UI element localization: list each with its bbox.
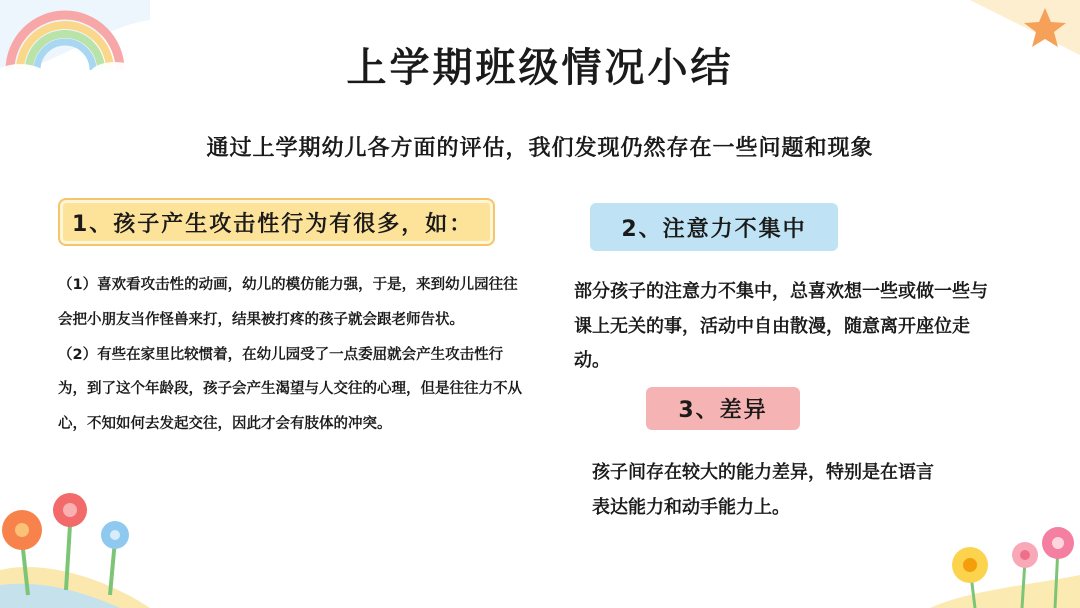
page-title: 上学期班级情况小结 [346, 45, 734, 91]
section-2-body: 部分孩子的注意力不集中，总喜欢想一些或做一些与课上无关的事，活动中自由散漫，随意离开座位走动。 [574, 281, 988, 371]
flowers-left-icon [0, 480, 150, 608]
section-2-heading: 2、注意力不集中 [590, 203, 838, 251]
page-subtitle: 通过上学期幼儿各方面的评估，我们发现仍然存在一些问题和现象 [206, 136, 874, 161]
section-3-heading: 3、差异 [646, 387, 800, 430]
section-3-body: 孩子间存在较大的能力差异，特别是在语言表达能力和动手能力上。 [592, 462, 934, 518]
section-1-heading: 1、孩子产生攻击性行为有很多，如： [58, 198, 495, 246]
flowers-right-icon [930, 505, 1080, 608]
section-1-paragraph-1: （1）喜欢看攻击性的动画，幼儿的模仿能力强，于是，来到幼儿园往往会把小朋友当作怪兽来打，结果被打疼的孩子就会跟老师告状。 [58, 277, 518, 328]
section-1-paragraph-2: （2）有些在家里比较惯着，在幼儿园受了一点委屈就会产生攻击性行为，到了这个年龄段，孩子会产生渴望与人交往的心理，但是往往力不从心，不知如何去发起交往，因此才会有肢体的冲突。 [58, 346, 522, 433]
section-1-body [58, 268, 528, 442]
